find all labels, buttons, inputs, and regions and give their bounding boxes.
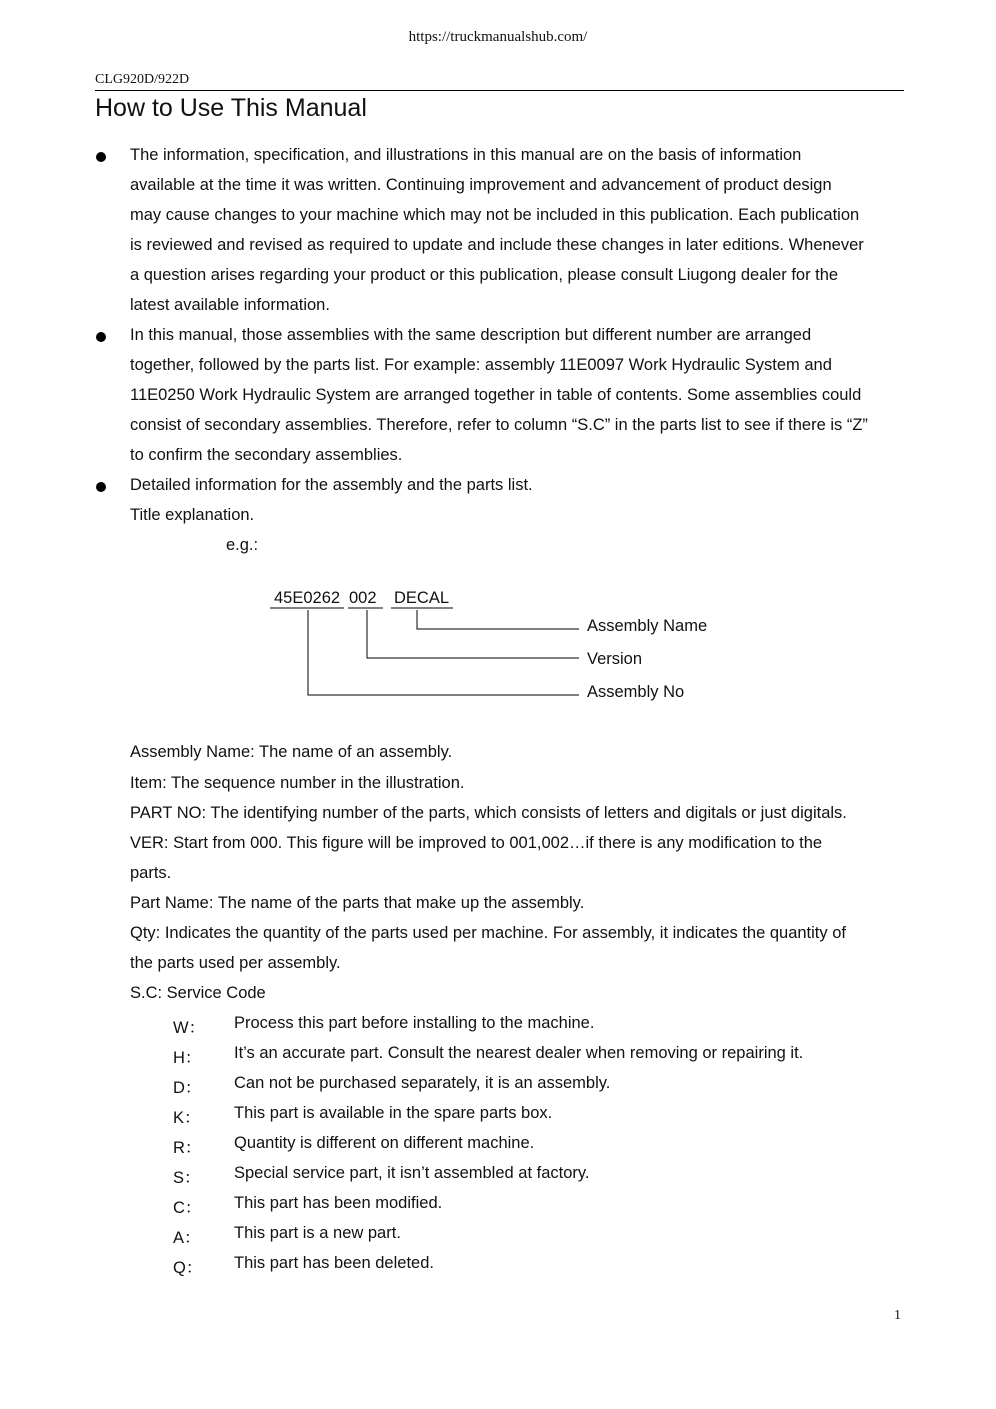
service-code-desc: Can not be purchased separately, it is an assembly.	[234, 1074, 611, 1092]
service-code: D：	[173, 1079, 202, 1097]
definition-line: parts.	[130, 864, 172, 882]
bullet-line: consist of secondary assemblies. Therefore, refer to column “S.C” in the parts list to see if there is “Z”	[130, 416, 868, 434]
bullet-line: Detailed information for the assembly and the parts list.	[130, 476, 533, 494]
service-code: Q：	[173, 1259, 203, 1277]
diagram-assembly-name: DECAL	[394, 589, 450, 607]
diagram-version: 002	[349, 589, 377, 607]
bullet-line: may cause changes to your machine which may not be included in this publication. Each publication	[130, 206, 860, 224]
bullet-line: together, followed by the parts list. For example: assembly 11E0097 Work Hydraulic System and	[130, 356, 832, 374]
example-label: e.g.:	[226, 536, 259, 554]
service-code: H：	[173, 1049, 202, 1067]
bullet-line: to confirm the secondary assemblies.	[130, 446, 403, 464]
service-code: S：	[173, 1169, 201, 1187]
service-code-desc: It’s an accurate part. Consult the nearest dealer when removing or repairing it.	[234, 1044, 804, 1062]
bullet-line: available at the time it was written. Continuing improvement and advancement of product design	[130, 176, 832, 194]
bullet-line: is reviewed and revised as required to update and include these changes in later editions. Whenever	[130, 236, 864, 254]
definition-line: S.C: Service Code	[130, 984, 266, 1002]
service-code-desc: Process this part before installing to the machine.	[234, 1014, 595, 1032]
service-code-desc: This part has been deleted.	[234, 1254, 434, 1272]
definition-line: PART NO: The identifying number of the parts, which consists of letters and digitals or just digitals.	[130, 804, 847, 822]
service-code: R：	[173, 1139, 202, 1157]
leader-assembly-name	[417, 610, 579, 629]
page-title: How to Use This Manual	[95, 94, 367, 122]
definition-line: Assembly Name: The name of an assembly.	[130, 743, 453, 761]
definition-line: Item: The sequence number in the illustration.	[130, 774, 465, 792]
definition-line: Part Name: The name of the parts that make up the assembly.	[130, 894, 585, 912]
bullet-icon	[96, 332, 106, 342]
service-code: W：	[173, 1019, 206, 1037]
title-explanation: Title explanation.	[130, 506, 255, 524]
definition-line: VER: Start from 000. This figure will be improved to 001,002…if there is any modification to the	[130, 834, 823, 852]
bullet-line: The information, specification, and illustrations in this manual are on the basis of information	[130, 146, 802, 164]
label-assembly-no: Assembly No	[587, 683, 685, 701]
service-code-desc: This part is available in the spare parts box.	[234, 1104, 553, 1122]
bullet-icon	[96, 152, 106, 162]
label-version: Version	[587, 650, 643, 668]
leader-version	[367, 610, 579, 658]
service-code: A：	[173, 1229, 201, 1247]
leader-assembly-no	[308, 610, 579, 695]
header-divider	[95, 90, 904, 91]
page-number: 1	[894, 1308, 901, 1323]
bullet-line: latest available information.	[130, 296, 330, 314]
document-code: CLG920D/922D	[95, 72, 190, 87]
service-code-desc: Special service part, it isn’t assembled at factory.	[234, 1164, 590, 1182]
bullet-line: In this manual, those assemblies with the same description but different number are arranged	[130, 326, 812, 344]
site-url: https://truckmanualshub.com/	[408, 29, 588, 45]
service-code: K：	[173, 1109, 201, 1127]
diagram-assembly-no: 45E0262	[274, 589, 341, 607]
definition-line: Qty: Indicates the quantity of the parts used per machine. For assembly, it indicates the quantity of	[130, 924, 846, 942]
label-assembly-name: Assembly Name	[587, 617, 708, 635]
bullet-line: a question arises regarding your product or this publication, please consult Liugong dealer for the	[130, 266, 839, 284]
service-code-desc: This part is a new part.	[234, 1224, 401, 1242]
definition-line: the parts used per assembly.	[130, 954, 341, 972]
bullet-icon	[96, 482, 106, 492]
bullet-line: 11E0250 Work Hydraulic System are arranged together in table of contents. Some assemblies could	[130, 386, 862, 404]
service-code: C：	[173, 1199, 202, 1217]
service-code-desc: Quantity is different on different machine.	[234, 1134, 535, 1152]
service-code-desc: This part has been modified.	[234, 1194, 443, 1212]
